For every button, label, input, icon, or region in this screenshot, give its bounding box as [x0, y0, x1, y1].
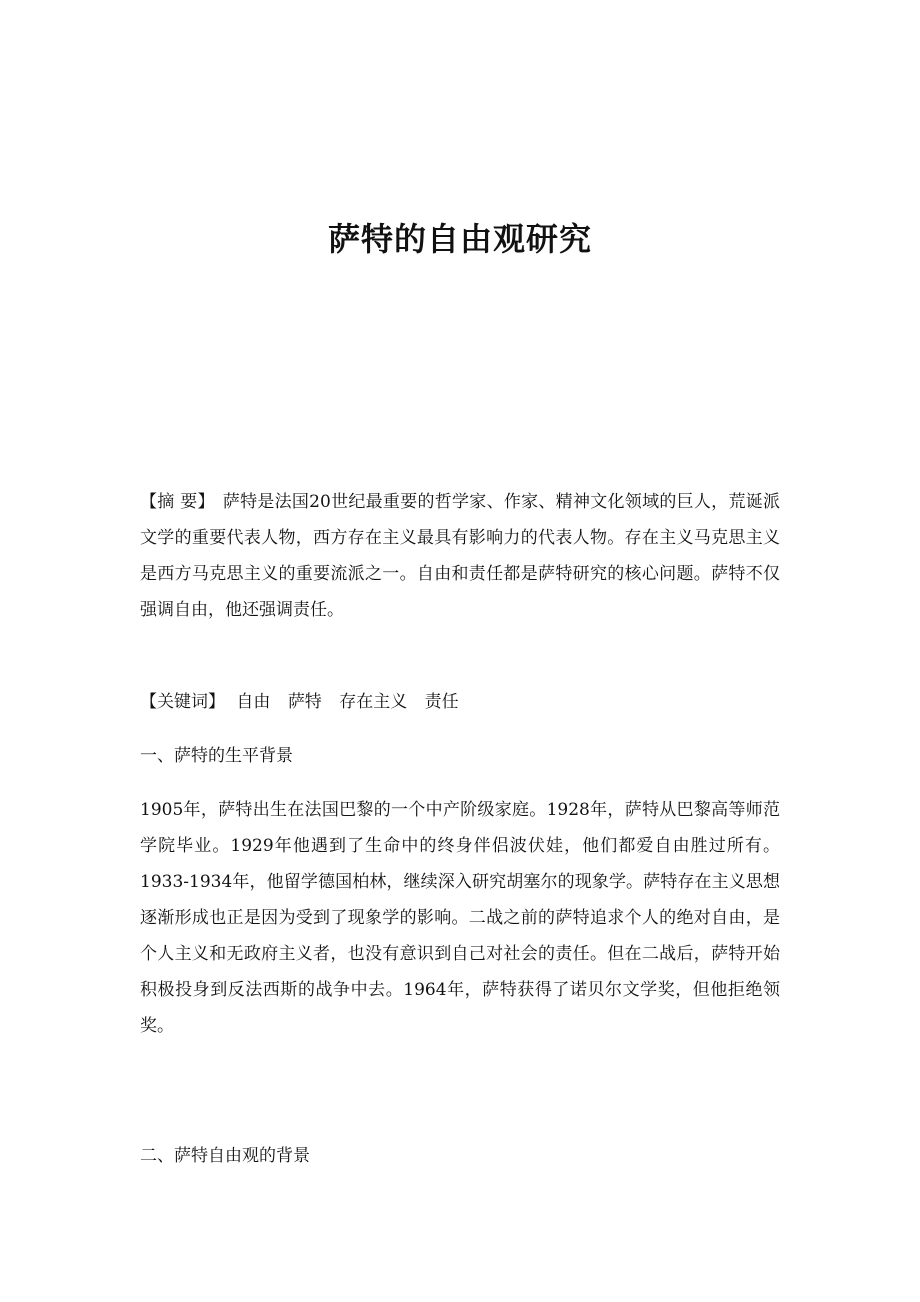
abstract: [140, 484, 780, 628]
keywords-label: 【关键词】: [140, 692, 225, 712]
keyword: 自由: [236, 692, 271, 712]
abstract-text: 萨特是法国20世纪最重要的哲学家、作家、精神文化领域的巨人，荒诞派文学的重要代表人物，西方存在主义最具有影响力的代表人物。存在主义马克思主义是西方马克思主义的重要流派之一。自由和责任都是萨特研究的核心问题。萨特不仅强调自由，他还强调责任。: [140, 492, 780, 620]
section-paragraph-1: 1905年，萨特出生在法国巴黎的一个中产阶级家庭。1928年，萨特从巴黎高等师范学院毕业。1929年他遇到了生命中的终身伴侣波伏娃，他们都爱自由胜过所有。1933-1934年，他留学德国柏林，继续深入研究胡塞尔的现象学。萨特存在主义思想逐渐形成也正是因为受到了现象学的影响。二战之前的萨特追求个人的绝对自由，是个人主义和无政府主义者，也没有意识到自己对社会的责任。但在二战后，萨特开始积极投身到反法西斯的战争中去。1964年，萨特获得了诺贝尔文学奖，但他拒绝领奖。: [140, 800, 780, 1036]
page-title: 萨特的自由观研究: [327, 220, 592, 258]
keyword: 萨特: [287, 692, 322, 712]
keywords: [140, 684, 780, 720]
keyword: 存在主义: [339, 692, 408, 712]
section-heading-2: 二、萨特自由观的背景: [140, 1146, 310, 1166]
abstract-label: 【摘 要】: [140, 492, 215, 512]
section-heading-1: 一、萨特的生平背景: [140, 746, 293, 766]
keyword: 责任: [424, 692, 459, 712]
